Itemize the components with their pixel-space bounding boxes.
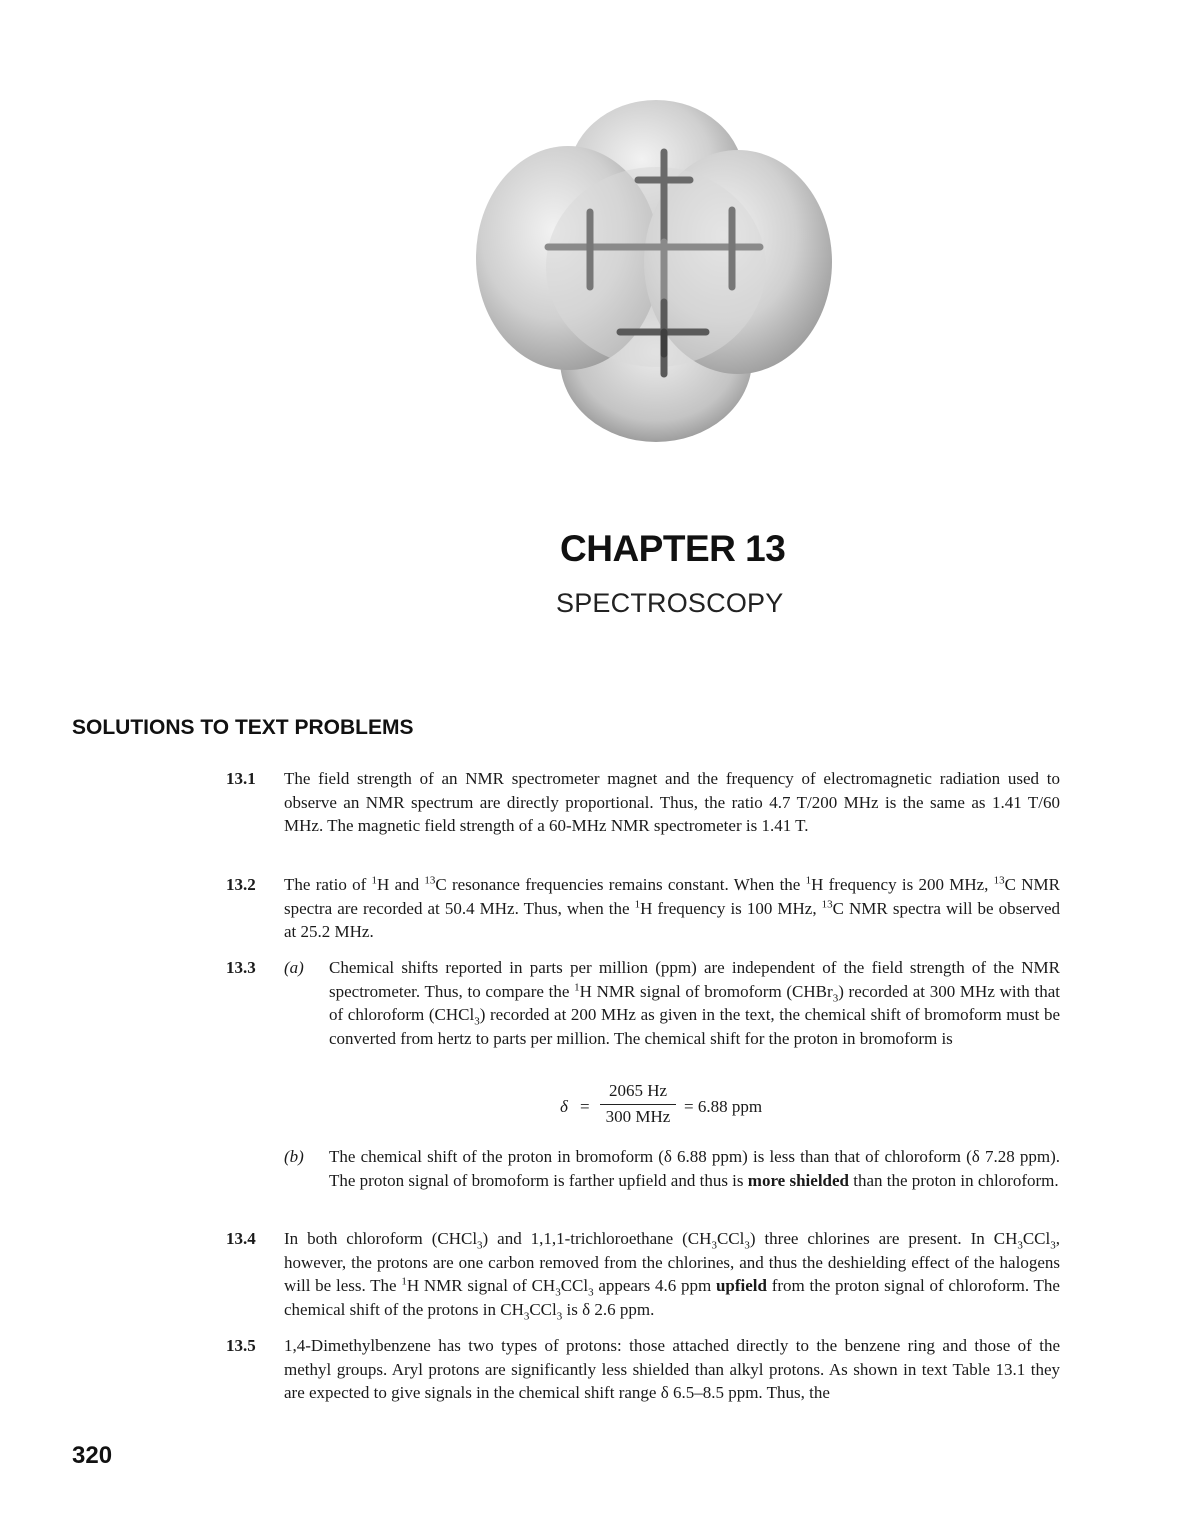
problem-number: 13.4	[226, 1229, 256, 1248]
problem-number: 13.2	[226, 875, 256, 894]
problem-text: 1,4-Dimethylbenzene has two types of protons: those attached directly to the benzene ring and those of the methyl groups. Aryl protons are significantly less shielded than alkyl protons. As shown in text Table 13.1 they are expected to give signals in the chemical shift range δ 6.5–8.5 ppm. Thus, the	[284, 1336, 1060, 1402]
problem-number: 13.1	[226, 769, 256, 788]
molecule-model-image	[470, 92, 840, 444]
part-b-text: The chemical shift of the proton in bromoform (δ 6.88 ppm) is less than that of chloroform (δ 7.28 ppm). The proton signal of bromoform is farther upfield and thus is more shielded than the proton in chloroform.	[329, 1147, 1060, 1190]
eq-result: = 6.88 ppm	[684, 1097, 763, 1116]
chemical-shift-equation	[560, 1081, 820, 1141]
eq-delta: δ	[560, 1097, 568, 1116]
eq-fraction	[600, 1081, 676, 1129]
problem-number: 13.5	[226, 1336, 256, 1355]
chapter-subtitle: SPECTROSCOPY	[556, 588, 784, 618]
eq-numerator: 2065 Hz	[608, 1081, 668, 1100]
eq-denominator: 300 MHz	[605, 1107, 671, 1126]
chapter-title: CHAPTER 13	[560, 528, 786, 569]
part-b-label: (b)	[284, 1147, 304, 1166]
emphasis-upfield: upfield	[715, 1276, 767, 1295]
problem-number: 13.3	[226, 958, 256, 977]
molecule-surface	[476, 100, 832, 442]
part-a-label: (a)	[284, 958, 304, 977]
problem-text: The ratio of $^1$H and $^{13}$C resonance frequencies remains constant. When the $^1$H frequency is 200 MHz, $^{13}$C NMR spectra are recorded at 50.4 MHz. Thus, when the $^1$H frequency is 100 MHz, $^{13}$C NMR spectra will be observed at 25.2 MHz.	[284, 874, 1061, 941]
page-number: 320	[72, 1442, 113, 1469]
problem-text: In both chloroform (CHCl$_3$) and 1,1,1-trichloroethane $(CH_3CCl_3)$ three chlorines are present. In $CH_3CCl_3$, however, the protons are one carbon removed from the chlorines, and thus the deshielding effect of the halogens will be less. The $^1$H NMR signal of $CH_3CCl_3$ appears 4.6 ppm upfield from the proton signal of chloroform. The chemical shift of the protons in $CH_3CCl_3$ is δ 2.6 ppm.	[284, 1229, 1060, 1322]
problem-text: The field strength of an NMR spectrometer magnet and the frequency of electromagnetic radiation used to observe an NMR spectrum are directly proportional. Thus, the ratio 4.7 T/200 MHz is the same as 1.41 T/60 MHz. The magnetic field strength of a 60-MHz NMR spectrometer is 1.41 T.	[284, 769, 1060, 835]
section-heading: SOLUTIONS TO TEXT PROBLEMS	[72, 716, 414, 739]
part-a-text: Chemical shifts reported in parts per million (ppm) are independent of the field strength of the NMR spectrometer. Thus, to compare the $^1$H NMR signal of bromoform (CHBr$_3$) recorded at 300 MHz with that of chloroform (CHCl$_3$) recorded at 200 MHz as given in the text, the chemical shift of bromoform must be converted from hertz to parts per million. The chemical shift for the proton in bromoform is	[329, 958, 1061, 1048]
emphasis-more-shielded: more shielded	[747, 1170, 849, 1190]
eq-fraction-bar	[600, 1104, 676, 1105]
eq-equals: =	[580, 1097, 590, 1116]
